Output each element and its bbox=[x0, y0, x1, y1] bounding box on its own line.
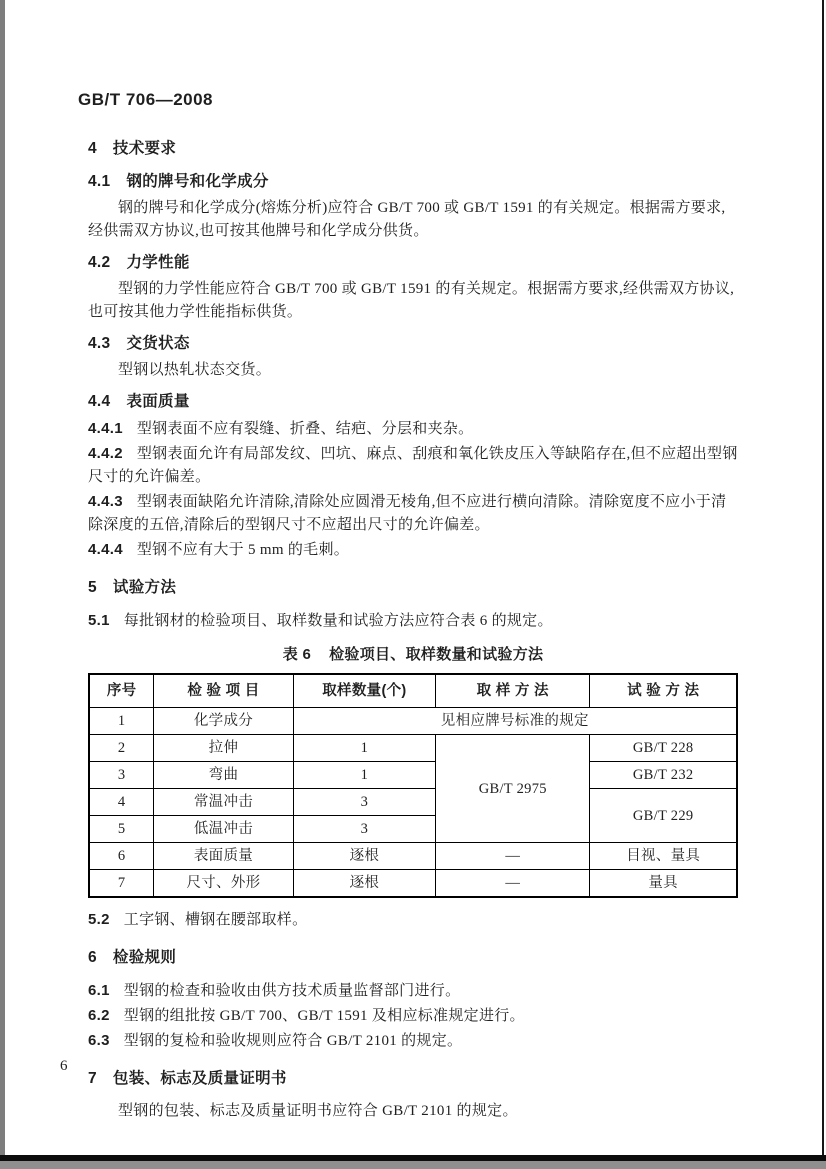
clause-number: 4.4.4 bbox=[88, 541, 123, 558]
clause-number: 5.2 bbox=[88, 911, 110, 928]
clause-5-1 bbox=[88, 609, 738, 633]
col-header-item: 检 验 项 目 bbox=[154, 674, 293, 708]
paragraph-4-3: 型钢以热轧状态交货。 bbox=[118, 362, 272, 378]
cell-item: 弯曲 bbox=[154, 762, 293, 789]
cell-no: 4 bbox=[89, 789, 154, 816]
cell-no: 3 bbox=[89, 762, 154, 789]
cell-no: 1 bbox=[89, 708, 154, 735]
cell-item: 尺寸、外形 bbox=[154, 870, 293, 898]
col-header-test: 试 验 方 法 bbox=[590, 674, 737, 708]
heading-title: 包装、标志及质量证明书 bbox=[112, 1070, 287, 1087]
clause-number: 4.4.1 bbox=[88, 420, 123, 437]
clause-6-3 bbox=[88, 1029, 738, 1053]
scan-edge-right bbox=[822, 0, 824, 1169]
cell-item: 化学成分 bbox=[154, 708, 293, 735]
cell-qty: 3 bbox=[293, 789, 436, 816]
heading-7 bbox=[88, 1067, 738, 1090]
paragraph-4-2: 型钢的力学性能应符合 GB/T 700 或 GB/T 1591 的有关规定。根据需方要求,经供需双方协议,也可按其他力学性能指标供货。 bbox=[88, 281, 735, 320]
heading-title: 试验方法 bbox=[112, 579, 177, 596]
heading-4-4 bbox=[88, 390, 738, 413]
heading-number: 5 bbox=[88, 579, 97, 596]
heading-title: 技术要求 bbox=[112, 140, 177, 157]
heading-number: 6 bbox=[88, 949, 97, 966]
col-header-sampling: 取 样 方 法 bbox=[436, 674, 590, 708]
table-row bbox=[89, 843, 737, 870]
clause-6-2 bbox=[88, 1004, 738, 1028]
cell-sampling-merged: GB/T 2975 bbox=[436, 735, 590, 843]
clause-text: 型钢的复检和验收规则应符合 GB/T 2101 的规定。 bbox=[123, 1033, 463, 1049]
cell-qty: 3 bbox=[293, 816, 436, 843]
cell-qty: 逐根 bbox=[293, 870, 436, 898]
cell-no: 7 bbox=[89, 870, 154, 898]
clause-number: 4.4.3 bbox=[88, 493, 123, 510]
clause-4-4-3 bbox=[88, 490, 738, 537]
heading-number: 4.3 bbox=[88, 335, 111, 352]
heading-4-1 bbox=[88, 170, 738, 193]
table-row bbox=[89, 762, 737, 789]
cell-test: GB/T 232 bbox=[590, 762, 737, 789]
cell-merged-note: 见相应牌号标准的规定 bbox=[293, 708, 737, 735]
page-content bbox=[78, 88, 738, 1124]
cell-qty: 逐根 bbox=[293, 843, 436, 870]
paragraph-4-1: 钢的牌号和化学成分(熔炼分析)应符合 GB/T 700 或 GB/T 1591 的有关规定。根据需方要求,经供需双方协议,也可按其他牌号和化学成分供货。 bbox=[88, 200, 726, 239]
clause-4-4-4 bbox=[88, 538, 738, 562]
standard-code: GB/T 706—2008 bbox=[78, 90, 214, 109]
table-caption-title: 检验项目、取样数量和试验方法 bbox=[329, 646, 544, 663]
table-row bbox=[89, 708, 737, 735]
heading-5 bbox=[88, 576, 738, 599]
heading-title: 力学性能 bbox=[126, 254, 190, 271]
clause-4-4-2 bbox=[88, 442, 738, 489]
heading-title: 交货状态 bbox=[126, 335, 190, 352]
cell-item: 表面质量 bbox=[154, 843, 293, 870]
cell-test: GB/T 228 bbox=[590, 735, 737, 762]
cell-qty: 1 bbox=[293, 735, 436, 762]
clause-6-1 bbox=[88, 979, 738, 1003]
heading-number: 4.4 bbox=[88, 393, 111, 410]
table-row bbox=[89, 870, 737, 898]
clause-text: 型钢表面允许有局部发纹、凹坑、麻点、刮痕和氧化铁皮压入等缺陷存在,但不应超出型钢尺寸的允许偏差。 bbox=[88, 446, 738, 485]
cell-item: 低温冲击 bbox=[154, 816, 293, 843]
heading-number: 4 bbox=[88, 140, 97, 157]
heading-title: 表面质量 bbox=[126, 393, 190, 410]
heading-title: 钢的牌号和化学成分 bbox=[126, 173, 269, 190]
heading-4-3 bbox=[88, 332, 738, 355]
cell-qty: 1 bbox=[293, 762, 436, 789]
clause-number: 6.2 bbox=[88, 1007, 110, 1024]
clause-text: 型钢的检查和验收由供方技术质量监督部门进行。 bbox=[123, 983, 461, 999]
table-row bbox=[89, 789, 737, 816]
clause-text: 型钢不应有大于 5 mm 的毛刺。 bbox=[136, 542, 350, 558]
cell-sampling: — bbox=[436, 870, 590, 898]
table-6 bbox=[88, 673, 738, 898]
col-header-qty: 取样数量(个) bbox=[293, 674, 436, 708]
clause-number: 6.3 bbox=[88, 1032, 110, 1049]
cell-no: 5 bbox=[89, 816, 154, 843]
cell-no: 6 bbox=[89, 843, 154, 870]
table-caption-label: 表 6 bbox=[282, 646, 312, 663]
cell-sampling: — bbox=[436, 843, 590, 870]
cell-test: 量具 bbox=[590, 870, 737, 898]
heading-4 bbox=[88, 137, 738, 160]
heading-number: 4.1 bbox=[88, 173, 111, 190]
clause-5-2 bbox=[88, 908, 738, 932]
clause-text: 工字钢、槽钢在腰部取样。 bbox=[123, 912, 308, 928]
table-header-row bbox=[89, 674, 737, 708]
table-6-caption bbox=[88, 643, 738, 666]
heading-6 bbox=[88, 946, 738, 969]
col-header-seq: 序号 bbox=[89, 674, 154, 708]
heading-number: 7 bbox=[88, 1070, 97, 1087]
scan-edge-bottom-gray bbox=[0, 1161, 826, 1169]
cell-no: 2 bbox=[89, 735, 154, 762]
clause-text: 每批钢材的检验项目、取样数量和试验方法应符合表 6 的规定。 bbox=[123, 613, 553, 629]
clause-number: 6.1 bbox=[88, 982, 110, 999]
page-number: 6 bbox=[60, 1058, 68, 1074]
clause-number: 4.4.2 bbox=[88, 445, 123, 462]
cell-test-merged: GB/T 229 bbox=[590, 789, 737, 843]
clause-4-4-1 bbox=[88, 417, 738, 441]
scan-edge-left bbox=[0, 0, 5, 1169]
clause-text: 型钢表面不应有裂缝、折叠、结疤、分层和夹杂。 bbox=[136, 421, 474, 437]
heading-4-2 bbox=[88, 251, 738, 274]
clause-text: 型钢的组批按 GB/T 700、GB/T 1591 及相应标准规定进行。 bbox=[123, 1008, 525, 1024]
table-row bbox=[89, 735, 737, 762]
heading-number: 4.2 bbox=[88, 254, 111, 271]
paragraph-7: 型钢的包装、标志及质量证明书应符合 GB/T 2101 的规定。 bbox=[118, 1103, 518, 1119]
cell-item: 拉伸 bbox=[154, 735, 293, 762]
cell-test: 目视、量具 bbox=[590, 843, 737, 870]
clause-text: 型钢表面缺陷允许清除,清除处应圆滑无棱角,但不应进行横向清除。清除宽度不应小于清除深度的五倍,清除后的型钢尺寸不应超出尺寸的允许偏差。 bbox=[88, 494, 727, 533]
heading-title: 检验规则 bbox=[112, 949, 177, 966]
clause-number: 5.1 bbox=[88, 612, 110, 629]
cell-item: 常温冲击 bbox=[154, 789, 293, 816]
